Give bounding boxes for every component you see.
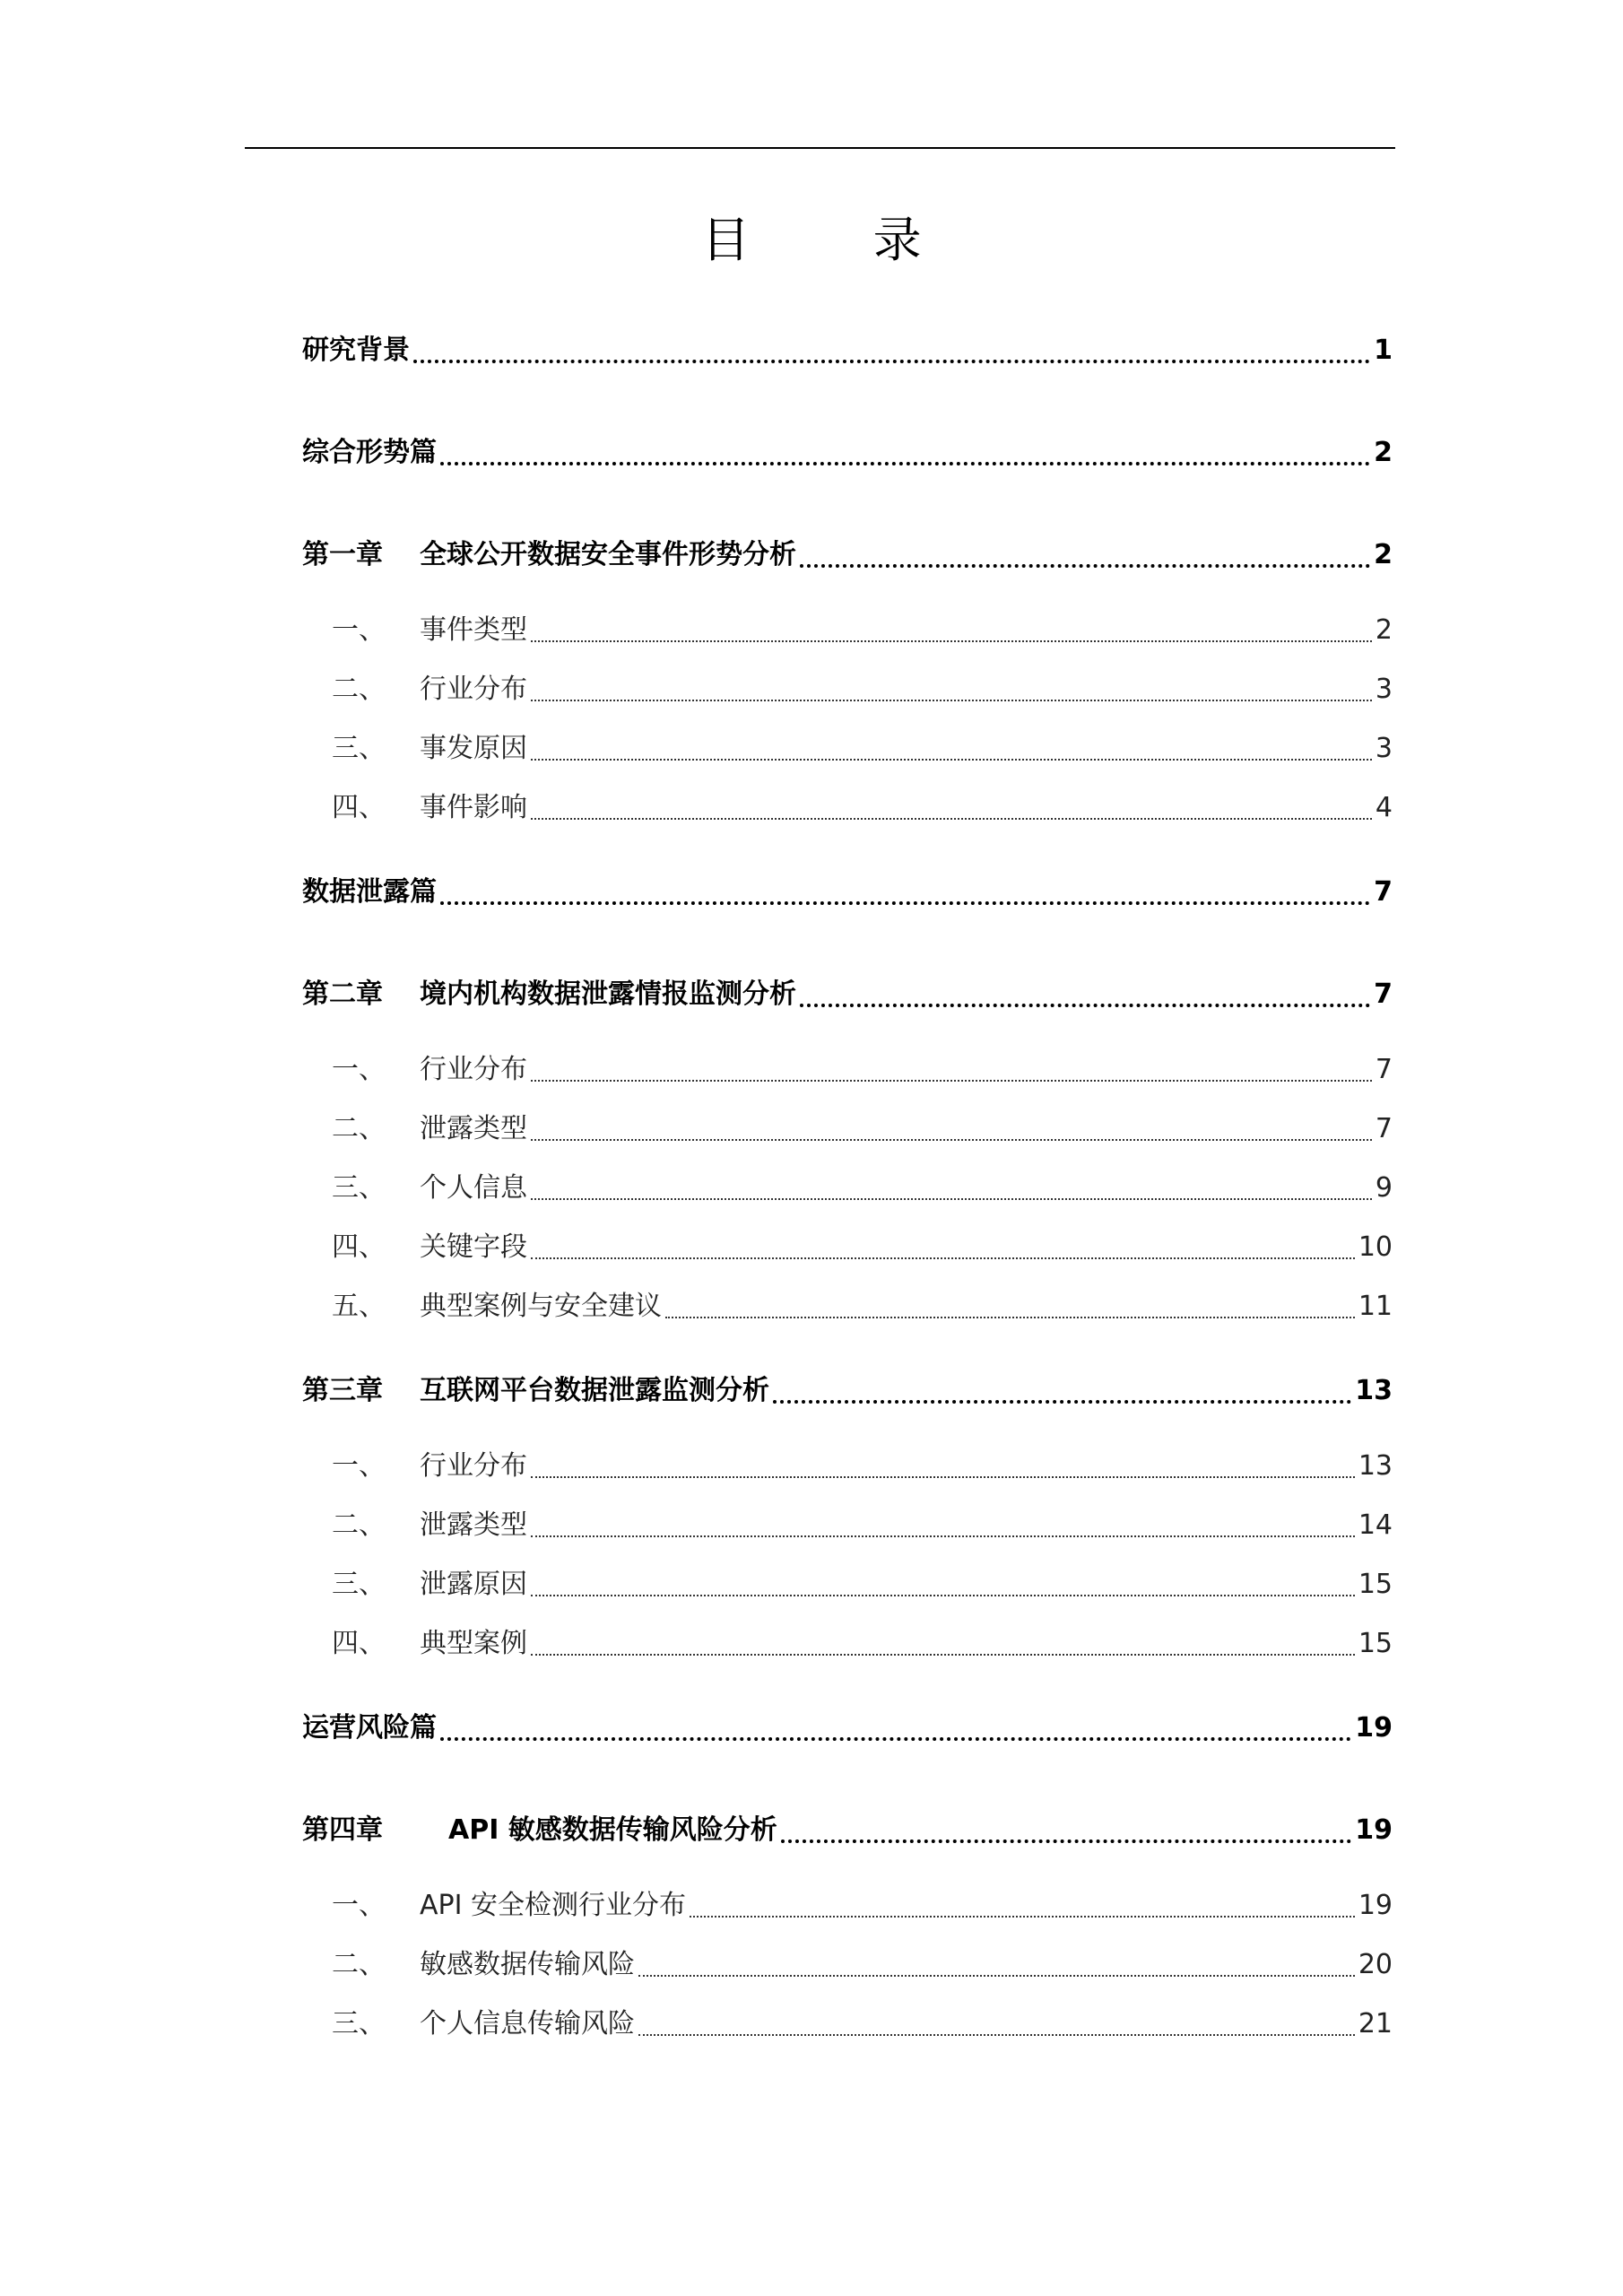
toc-entry-page-number: 15 <box>1358 1628 1393 1659</box>
toc-entry-title: 典型案例与安全建议 <box>420 1291 662 1322</box>
toc-entry-page-number: 13 <box>1355 1375 1393 1406</box>
toc-entry-title: 事件类型 <box>420 614 527 646</box>
toc-entry-number: 四、 <box>332 792 386 823</box>
toc-entry-number: 四、 <box>332 1628 386 1659</box>
toc-entry-title: 个人信息 <box>420 1172 527 1204</box>
toc-entry-number: 三、 <box>332 1172 386 1204</box>
toc-entry[interactable] <box>332 787 1393 829</box>
dot-leader <box>531 1257 1355 1259</box>
toc-entry-number: 一、 <box>332 1890 386 1921</box>
toc-entry-title: 行业分布 <box>420 1450 527 1482</box>
dot-leader <box>440 901 1370 905</box>
toc-entry-title: 事发原因 <box>420 733 527 764</box>
dot-leader <box>665 1317 1355 1318</box>
toc-entry-page-number: 7 <box>1375 1113 1393 1144</box>
toc-entry-page-number: 19 <box>1358 1890 1393 1921</box>
toc-entry-page-number: 19 <box>1355 1712 1393 1744</box>
dot-leader <box>531 1080 1372 1082</box>
toc-entry-number: 二、 <box>332 1509 386 1541</box>
toc-entry-number: 四、 <box>332 1231 386 1263</box>
toc-entry[interactable] <box>302 974 1393 1015</box>
dot-leader <box>531 1535 1355 1537</box>
toc-entry-number: 三、 <box>332 2008 386 2039</box>
dot-leader <box>800 564 1370 568</box>
toc-entry[interactable] <box>332 1505 1393 1546</box>
toc-entry-title: 运营风险篇 <box>302 1712 437 1744</box>
toc-entry-page-number: 2 <box>1374 437 1393 468</box>
toc-entry-number: 一、 <box>332 1054 386 1085</box>
toc-entry-title: 敏感数据传输风险 <box>420 1949 635 1980</box>
toc-entry-page-number: 4 <box>1375 792 1393 823</box>
dot-leader <box>773 1400 1351 1404</box>
toc-entry-title: 事件影响 <box>420 792 527 823</box>
dot-leader <box>531 1595 1355 1596</box>
toc-entry[interactable] <box>332 1885 1393 1926</box>
toc-entry-title: 互联网平台数据泄露监测分析 <box>420 1375 769 1406</box>
toc-entry-title: 个人信息传输风险 <box>420 2008 635 2039</box>
dot-leader <box>531 700 1372 701</box>
toc-entry-title: 关键字段 <box>420 1231 527 1263</box>
toc-entry[interactable] <box>302 432 1393 474</box>
toc-entry[interactable] <box>332 1564 1393 1605</box>
toc-entry-page-number: 2 <box>1375 614 1393 646</box>
dot-leader <box>781 1839 1351 1843</box>
dot-leader <box>531 759 1372 761</box>
toc-entry[interactable] <box>332 1286 1393 1327</box>
toc-entry-title: 行业分布 <box>420 674 527 705</box>
toc-entry-number: 第三章 <box>302 1375 383 1406</box>
toc-entry-page-number: 3 <box>1375 674 1393 705</box>
toc-entry-title: 泄露类型 <box>420 1509 527 1541</box>
toc-entry[interactable] <box>302 330 1393 371</box>
toc-entry[interactable] <box>302 535 1393 576</box>
dot-leader <box>440 1737 1351 1741</box>
page-title: 目 录 <box>701 212 976 268</box>
toc-entry-title: API 安全检测行业分布 <box>420 1890 686 1921</box>
dot-leader <box>531 1198 1372 1200</box>
toc-entry-title: API 敏感数据传输风险分析 <box>448 1814 777 1846</box>
toc-entry-title: 境内机构数据泄露情报监测分析 <box>420 978 796 1010</box>
toc-entry-page-number: 21 <box>1358 2008 1393 2039</box>
toc-entry-page-number: 7 <box>1374 978 1393 1010</box>
dot-leader <box>690 1916 1355 1918</box>
toc-entry-page-number: 10 <box>1358 1231 1393 1263</box>
toc-entry[interactable] <box>332 1446 1393 1487</box>
toc-entry[interactable] <box>332 1227 1393 1268</box>
toc-entry-page-number: 13 <box>1358 1450 1393 1482</box>
toc-entry-page-number: 9 <box>1375 1172 1393 1204</box>
toc-entry-title: 研究背景 <box>302 335 410 366</box>
toc-entry[interactable] <box>332 2004 1393 2045</box>
toc-entry-page-number: 11 <box>1358 1291 1393 1322</box>
toc-entry-number: 一、 <box>332 1450 386 1482</box>
toc-entry-title: 数据泄露篇 <box>302 876 437 908</box>
toc-entry-title: 泄露原因 <box>420 1569 527 1600</box>
dot-leader <box>638 1975 1355 1977</box>
toc-entry-number: 三、 <box>332 1569 386 1600</box>
dot-leader <box>531 1139 1372 1141</box>
toc-entry[interactable] <box>332 1944 1393 1986</box>
toc-entry-number: 二、 <box>332 1949 386 1980</box>
toc-entry-number: 第二章 <box>302 978 383 1010</box>
dot-leader <box>638 2034 1355 2036</box>
toc-entry[interactable] <box>332 1109 1393 1150</box>
toc-entry[interactable] <box>332 610 1393 651</box>
toc-entry-page-number: 3 <box>1375 733 1393 764</box>
dot-leader <box>413 360 1370 363</box>
toc-entry[interactable] <box>332 1168 1393 1209</box>
dot-leader <box>531 640 1372 642</box>
toc-entry[interactable] <box>302 1810 1393 1851</box>
toc-entry-title: 典型案例 <box>420 1628 527 1659</box>
toc-entry-page-number: 7 <box>1374 876 1393 908</box>
toc-entry-number: 五、 <box>332 1291 386 1322</box>
toc-entry-number: 二、 <box>332 674 386 705</box>
dot-leader <box>800 1004 1370 1007</box>
toc-entry-title: 全球公开数据安全事件形势分析 <box>420 539 796 570</box>
toc-entry-number: 二、 <box>332 1113 386 1144</box>
toc-entry-number: 第四章 <box>302 1814 383 1846</box>
toc-entry-page-number: 15 <box>1358 1569 1393 1600</box>
toc-entry-number: 一、 <box>332 614 386 646</box>
toc-entry[interactable] <box>332 669 1393 710</box>
toc-entry-title: 行业分布 <box>420 1054 527 1085</box>
dot-leader <box>531 818 1372 820</box>
toc-entry[interactable] <box>302 1708 1393 1749</box>
toc-entry[interactable] <box>332 728 1393 770</box>
dot-leader <box>531 1476 1355 1478</box>
toc-entry-page-number: 7 <box>1375 1054 1393 1085</box>
toc-entry-number: 三、 <box>332 733 386 764</box>
toc-entry-number: 第一章 <box>302 539 383 570</box>
toc-entry-page-number: 14 <box>1358 1509 1393 1541</box>
toc-entry-page-number: 19 <box>1355 1814 1393 1846</box>
toc-entry-page-number: 1 <box>1374 335 1393 366</box>
toc-entry[interactable] <box>332 1623 1393 1665</box>
toc-entry[interactable] <box>302 1370 1393 1412</box>
toc-entry[interactable] <box>332 1049 1393 1091</box>
dot-leader <box>440 462 1370 465</box>
toc-entry-title: 综合形势篇 <box>302 437 437 468</box>
toc-entry-page-number: 20 <box>1358 1949 1393 1980</box>
toc-entry-title: 泄露类型 <box>420 1113 527 1144</box>
toc-entry-page-number: 2 <box>1374 539 1393 570</box>
toc-entry[interactable] <box>302 872 1393 913</box>
dot-leader <box>531 1654 1355 1656</box>
